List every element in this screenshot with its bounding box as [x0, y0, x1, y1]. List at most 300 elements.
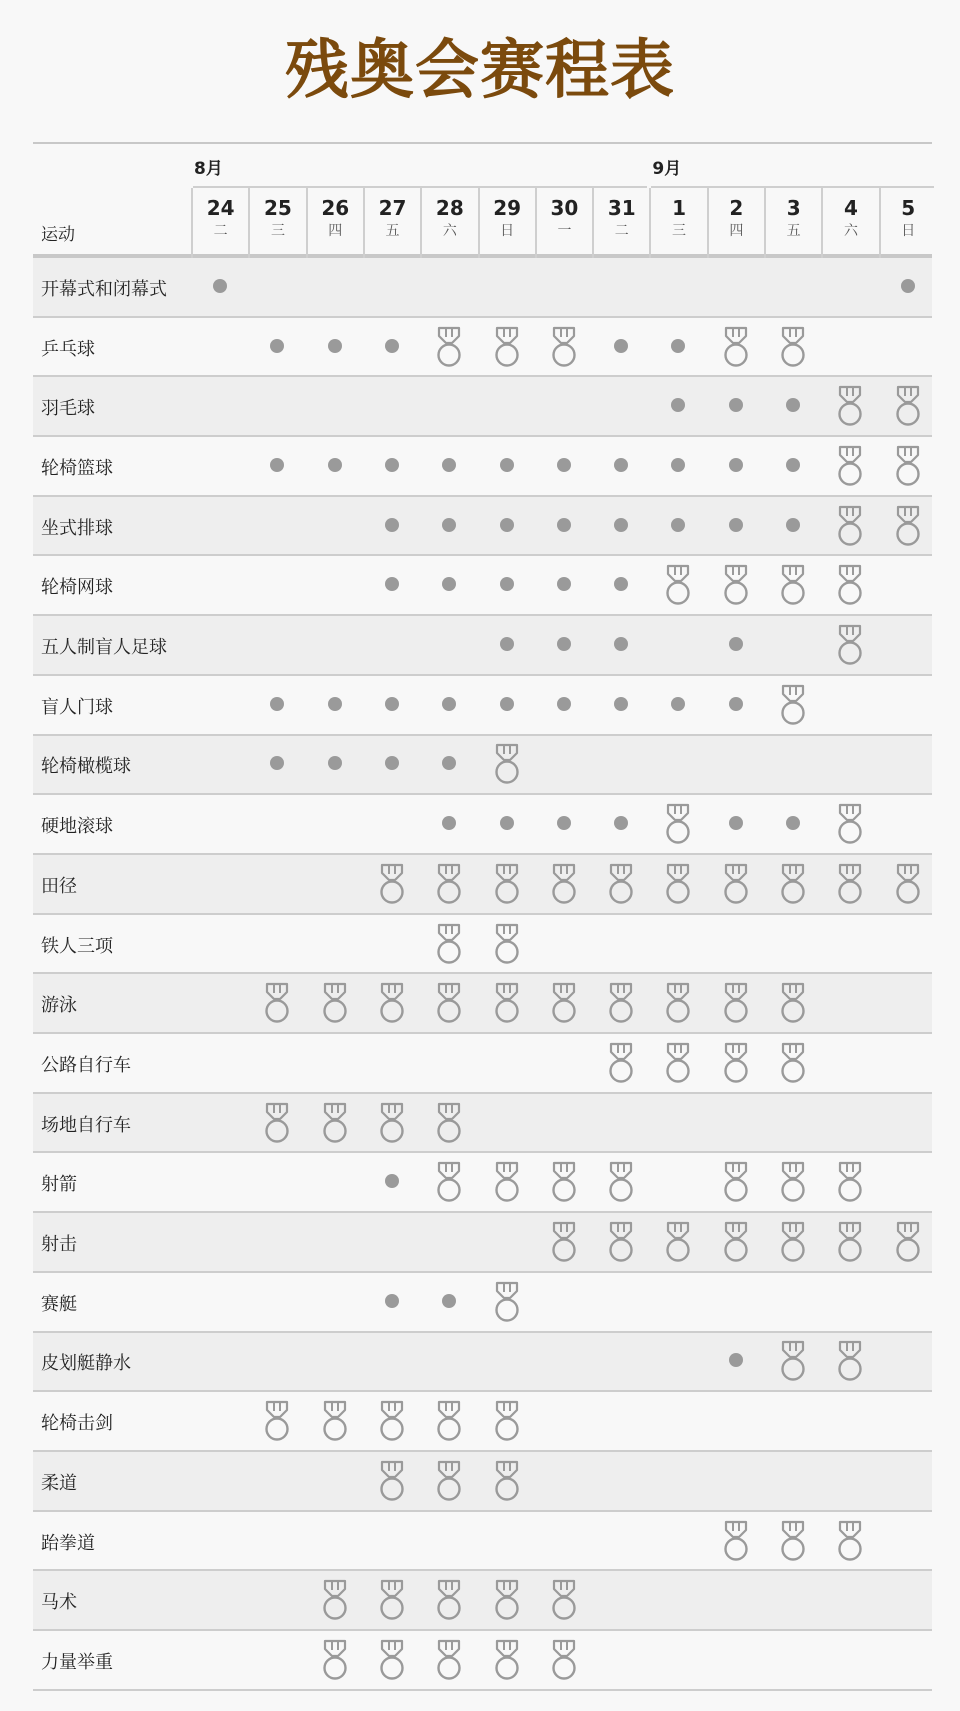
day-column-header — [535, 188, 592, 262]
medal-event-cell — [821, 795, 878, 855]
schedule-table — [33, 142, 932, 1693]
event-day-cell — [363, 1273, 420, 1333]
medal-icon — [723, 982, 749, 1024]
medal-icon — [551, 1161, 577, 1203]
medal-icon — [723, 326, 749, 368]
sport-name: 场地自行车 — [41, 1114, 131, 1136]
day-column-header — [363, 188, 420, 262]
medal-icon — [723, 1221, 749, 1263]
sport-row — [33, 1034, 932, 1094]
event-dot-icon — [500, 577, 514, 591]
event-dot-icon — [557, 458, 571, 472]
medal-event-cell — [821, 1213, 878, 1273]
event-dot-icon — [328, 697, 342, 711]
event-day-cell — [592, 497, 649, 557]
medal-icon — [723, 1161, 749, 1203]
sport-row — [33, 1154, 932, 1214]
day-column-header — [592, 188, 649, 262]
page-title: 残奥会赛程表 — [285, 34, 675, 108]
event-dot-icon — [500, 458, 514, 472]
sport-name: 轮椅橄榄球 — [41, 756, 131, 778]
event-day-cell — [478, 676, 535, 736]
event-dot-icon — [385, 697, 399, 711]
sport-row — [33, 616, 932, 676]
medal-event-cell — [363, 1631, 420, 1691]
medal-icon — [494, 1161, 520, 1203]
day-weekday: 五 — [786, 223, 801, 239]
table-top-rule — [33, 142, 932, 144]
medal-event-cell — [420, 855, 477, 915]
day-weekday: 三 — [270, 223, 285, 239]
day-column-header — [707, 188, 764, 262]
day-weekday: 日 — [901, 223, 916, 239]
event-day-cell — [363, 318, 420, 378]
medal-event-cell — [363, 1392, 420, 1452]
medal-icon — [723, 863, 749, 905]
medal-icon — [379, 982, 405, 1024]
event-dot-icon — [328, 458, 342, 472]
day-number: 2 — [729, 196, 744, 220]
sport-row — [33, 736, 932, 796]
event-dot-icon — [442, 1294, 456, 1308]
day-number: 30 — [550, 196, 579, 220]
medal-icon — [837, 445, 863, 487]
sport-row — [33, 855, 932, 915]
day-number: 25 — [264, 196, 292, 220]
event-dot-icon — [729, 1353, 743, 1367]
medal-event-cell — [649, 855, 706, 915]
event-day-cell — [478, 437, 535, 497]
medal-event-cell — [420, 1094, 477, 1154]
sport-name: 赛艇 — [41, 1293, 77, 1315]
medal-icon — [780, 564, 806, 606]
event-day-cell — [248, 318, 305, 378]
event-day-cell — [707, 795, 764, 855]
medal-event-cell — [306, 1571, 363, 1631]
medal-event-cell — [649, 795, 706, 855]
day-weekday: 五 — [385, 223, 400, 239]
sport-name: 力量举重 — [41, 1651, 113, 1673]
medal-icon — [608, 1042, 634, 1084]
medal-event-cell — [535, 1154, 592, 1214]
event-day-cell — [478, 795, 535, 855]
medal-event-cell — [764, 318, 821, 378]
medal-event-cell — [764, 557, 821, 617]
medal-icon — [837, 1520, 863, 1562]
sport-name: 马术 — [41, 1592, 77, 1614]
medal-icon — [551, 1639, 577, 1681]
medal-icon — [837, 624, 863, 666]
event-dot-icon — [270, 697, 284, 711]
event-dot-icon — [614, 816, 628, 830]
medal-event-cell — [478, 736, 535, 796]
event-dot-icon — [270, 458, 284, 472]
event-dot-icon — [557, 697, 571, 711]
sport-name: 乒乓球 — [41, 338, 95, 360]
medal-event-cell — [478, 974, 535, 1034]
event-day-cell — [707, 676, 764, 736]
medal-event-cell — [821, 1154, 878, 1214]
medal-icon — [780, 1161, 806, 1203]
event-dot-icon — [671, 697, 685, 711]
event-dot-icon — [328, 756, 342, 770]
day-column-header — [879, 188, 936, 262]
event-dot-icon — [729, 458, 743, 472]
medal-event-cell — [535, 1213, 592, 1273]
medal-icon — [895, 863, 921, 905]
event-day-cell — [649, 318, 706, 378]
medal-icon — [665, 1042, 691, 1084]
event-dot-icon — [671, 339, 685, 353]
medal-event-cell — [248, 1094, 305, 1154]
event-day-cell — [535, 676, 592, 736]
event-dot-icon — [385, 577, 399, 591]
medal-icon — [436, 1639, 462, 1681]
medal-icon — [436, 982, 462, 1024]
event-day-cell — [592, 557, 649, 617]
medal-icon — [494, 1400, 520, 1442]
medal-event-cell — [478, 1392, 535, 1452]
event-day-cell — [707, 616, 764, 676]
medal-event-cell — [879, 377, 936, 437]
medal-event-cell — [420, 974, 477, 1034]
sport-row — [33, 1333, 932, 1393]
event-dot-icon — [901, 279, 915, 293]
sport-name: 硬地滚球 — [41, 816, 113, 838]
sport-name: 轮椅击剑 — [41, 1413, 113, 1435]
medal-event-cell — [248, 1392, 305, 1452]
medal-event-cell — [821, 437, 878, 497]
event-day-cell — [535, 795, 592, 855]
medal-icon — [494, 1460, 520, 1502]
event-dot-icon — [614, 697, 628, 711]
event-dot-icon — [557, 518, 571, 532]
medal-icon — [494, 1639, 520, 1681]
day-weekday: 六 — [843, 223, 858, 239]
event-dot-icon — [213, 279, 227, 293]
medal-event-cell — [420, 1571, 477, 1631]
day-number: 3 — [786, 196, 801, 220]
event-day-cell — [248, 736, 305, 796]
event-day-cell — [592, 318, 649, 378]
day-column-header — [248, 188, 305, 262]
medal-event-cell — [649, 974, 706, 1034]
event-dot-icon — [729, 637, 743, 651]
day-number: 24 — [206, 196, 235, 220]
event-day-cell — [707, 1333, 764, 1393]
medal-icon — [895, 385, 921, 427]
medal-event-cell — [764, 974, 821, 1034]
medal-icon — [608, 1221, 634, 1263]
medal-icon — [322, 1579, 348, 1621]
medal-event-cell — [363, 1452, 420, 1512]
medal-event-cell — [707, 855, 764, 915]
event-dot-icon — [500, 637, 514, 651]
medal-event-cell — [306, 1631, 363, 1691]
day-weekday: 二 — [213, 223, 228, 239]
medal-event-cell — [764, 855, 821, 915]
medal-icon — [780, 1340, 806, 1382]
medal-event-cell — [707, 1154, 764, 1214]
event-day-cell — [478, 497, 535, 557]
medal-icon — [837, 505, 863, 547]
event-dot-icon — [671, 398, 685, 412]
medal-icon — [264, 1102, 290, 1144]
event-dot-icon — [442, 458, 456, 472]
medal-event-cell — [764, 676, 821, 736]
event-dot-icon — [270, 756, 284, 770]
day-number: 1 — [672, 196, 686, 220]
medal-event-cell — [821, 1512, 878, 1572]
event-day-cell — [879, 258, 936, 318]
event-day-cell — [649, 676, 706, 736]
medal-event-cell — [821, 1333, 878, 1393]
medal-icon — [379, 1400, 405, 1442]
medal-event-cell — [420, 1452, 477, 1512]
event-day-cell — [420, 497, 477, 557]
sport-row — [33, 1452, 932, 1512]
event-day-cell — [649, 497, 706, 557]
event-dot-icon — [442, 697, 456, 711]
event-dot-icon — [786, 398, 800, 412]
medal-event-cell — [592, 855, 649, 915]
sport-row — [33, 497, 932, 557]
medal-event-cell — [478, 318, 535, 378]
medal-icon — [723, 1520, 749, 1562]
medal-icon — [837, 564, 863, 606]
medal-icon — [436, 863, 462, 905]
medal-event-cell — [821, 497, 878, 557]
event-day-cell — [363, 497, 420, 557]
medal-icon — [780, 982, 806, 1024]
sport-name: 五人制盲人足球 — [41, 637, 167, 659]
medal-icon — [436, 1579, 462, 1621]
medal-icon — [494, 326, 520, 368]
event-day-cell — [764, 377, 821, 437]
event-day-cell — [535, 437, 592, 497]
event-day-cell — [764, 497, 821, 557]
event-dot-icon — [786, 518, 800, 532]
medal-event-cell — [879, 497, 936, 557]
event-day-cell — [478, 616, 535, 676]
event-day-cell — [420, 736, 477, 796]
medal-event-cell — [363, 855, 420, 915]
day-weekday: 一 — [557, 223, 572, 239]
event-dot-icon — [614, 518, 628, 532]
event-day-cell — [535, 557, 592, 617]
medal-icon — [379, 1102, 405, 1144]
medal-icon — [551, 982, 577, 1024]
event-dot-icon — [671, 458, 685, 472]
event-day-cell — [649, 377, 706, 437]
event-day-cell — [420, 437, 477, 497]
event-day-cell — [764, 437, 821, 497]
event-dot-icon — [729, 816, 743, 830]
event-dot-icon — [442, 518, 456, 532]
medal-event-cell — [363, 1571, 420, 1631]
medal-icon — [551, 326, 577, 368]
medal-event-cell — [478, 1452, 535, 1512]
event-day-cell — [420, 676, 477, 736]
sport-row — [33, 1392, 932, 1452]
medal-icon — [665, 982, 691, 1024]
medal-event-cell — [764, 1512, 821, 1572]
medal-icon — [723, 564, 749, 606]
medal-icon — [665, 1221, 691, 1263]
medal-event-cell — [649, 1213, 706, 1273]
medal-icon — [322, 1639, 348, 1681]
medal-icon — [322, 1400, 348, 1442]
event-dot-icon — [442, 756, 456, 770]
medal-icon — [494, 982, 520, 1024]
event-day-cell — [592, 616, 649, 676]
event-dot-icon — [385, 518, 399, 532]
event-day-cell — [764, 795, 821, 855]
event-dot-icon — [328, 339, 342, 353]
medal-event-cell — [649, 557, 706, 617]
event-day-cell — [306, 437, 363, 497]
sport-row — [33, 1273, 932, 1333]
medal-event-cell — [363, 974, 420, 1034]
sport-name: 游泳 — [41, 995, 77, 1017]
medal-event-cell — [306, 1094, 363, 1154]
medal-icon — [837, 385, 863, 427]
day-number: 4 — [843, 196, 858, 220]
event-day-cell — [306, 318, 363, 378]
medal-event-cell — [764, 1333, 821, 1393]
event-day-cell — [420, 1273, 477, 1333]
medal-icon — [895, 505, 921, 547]
medal-event-cell — [420, 915, 477, 975]
event-day-cell — [535, 616, 592, 676]
medal-event-cell — [248, 974, 305, 1034]
event-dot-icon — [729, 398, 743, 412]
medal-icon — [494, 1579, 520, 1621]
sport-row — [33, 795, 932, 855]
event-dot-icon — [614, 577, 628, 591]
medal-icon — [780, 863, 806, 905]
event-dot-icon — [500, 816, 514, 830]
day-column-header — [306, 188, 363, 262]
event-dot-icon — [614, 339, 628, 353]
medal-icon — [436, 1460, 462, 1502]
medal-event-cell — [821, 377, 878, 437]
medal-event-cell — [821, 855, 878, 915]
event-dot-icon — [557, 816, 571, 830]
sport-name: 开幕式和闭幕式 — [41, 278, 167, 300]
event-day-cell — [420, 795, 477, 855]
medal-icon — [780, 1520, 806, 1562]
event-dot-icon — [385, 458, 399, 472]
medal-event-cell — [478, 855, 535, 915]
event-day-cell — [363, 736, 420, 796]
event-dot-icon — [557, 577, 571, 591]
event-day-cell — [592, 676, 649, 736]
event-dot-icon — [729, 518, 743, 532]
event-day-cell — [306, 736, 363, 796]
medal-event-cell — [478, 1154, 535, 1214]
event-day-cell — [592, 437, 649, 497]
medal-icon — [551, 1579, 577, 1621]
medal-icon — [322, 982, 348, 1024]
medal-icon — [436, 1161, 462, 1203]
medal-icon — [895, 1221, 921, 1263]
medal-event-cell — [535, 1631, 592, 1691]
medal-icon — [608, 1161, 634, 1203]
medal-event-cell — [764, 1034, 821, 1094]
medal-event-cell — [535, 855, 592, 915]
medal-event-cell — [420, 1154, 477, 1214]
sport-row — [33, 676, 932, 736]
medal-event-cell — [764, 1213, 821, 1273]
event-dot-icon — [385, 339, 399, 353]
event-day-cell — [363, 1154, 420, 1214]
event-dot-icon — [786, 458, 800, 472]
medal-event-cell — [363, 1094, 420, 1154]
month-label: 9月 — [652, 159, 682, 179]
sport-name: 柔道 — [41, 1472, 77, 1494]
event-day-cell — [248, 676, 305, 736]
medal-icon — [264, 982, 290, 1024]
month-label: 8月 — [194, 159, 223, 179]
medal-icon — [837, 1161, 863, 1203]
medal-icon — [837, 863, 863, 905]
medal-icon — [379, 1639, 405, 1681]
medal-icon — [780, 1221, 806, 1263]
medal-icon — [665, 863, 691, 905]
medal-event-cell — [879, 1213, 936, 1273]
medal-event-cell — [879, 855, 936, 915]
event-dot-icon — [385, 756, 399, 770]
day-column-header — [191, 188, 248, 262]
medal-event-cell — [707, 557, 764, 617]
event-day-cell — [363, 557, 420, 617]
medal-event-cell — [306, 1392, 363, 1452]
medal-icon — [379, 863, 405, 905]
sport-row — [33, 557, 932, 617]
medal-event-cell — [879, 437, 936, 497]
event-dot-icon — [270, 339, 284, 353]
sport-name: 田径 — [41, 875, 77, 897]
day-column-header — [420, 188, 477, 262]
event-day-cell — [478, 557, 535, 617]
medal-event-cell — [707, 1034, 764, 1094]
sport-row — [33, 1571, 932, 1631]
day-number: 29 — [493, 196, 522, 220]
sport-name: 跆拳道 — [41, 1532, 95, 1554]
event-day-cell — [649, 437, 706, 497]
medal-icon — [379, 1579, 405, 1621]
medal-event-cell — [478, 1631, 535, 1691]
event-dot-icon — [500, 518, 514, 532]
sport-name: 皮划艇静水 — [41, 1353, 131, 1375]
medal-event-cell — [764, 1154, 821, 1214]
medal-event-cell — [535, 1571, 592, 1631]
medal-event-cell — [478, 915, 535, 975]
medal-icon — [436, 326, 462, 368]
day-number: 27 — [378, 196, 407, 220]
medal-icon — [665, 564, 691, 606]
medal-event-cell — [592, 1213, 649, 1273]
event-dot-icon — [385, 1174, 399, 1188]
sport-column-header: 运动 — [41, 225, 75, 245]
day-column-header — [649, 188, 706, 262]
day-weekday: 六 — [442, 223, 457, 239]
sport-row — [33, 1631, 932, 1691]
medal-icon — [837, 1221, 863, 1263]
sport-row — [33, 258, 932, 318]
medal-event-cell — [420, 1392, 477, 1452]
